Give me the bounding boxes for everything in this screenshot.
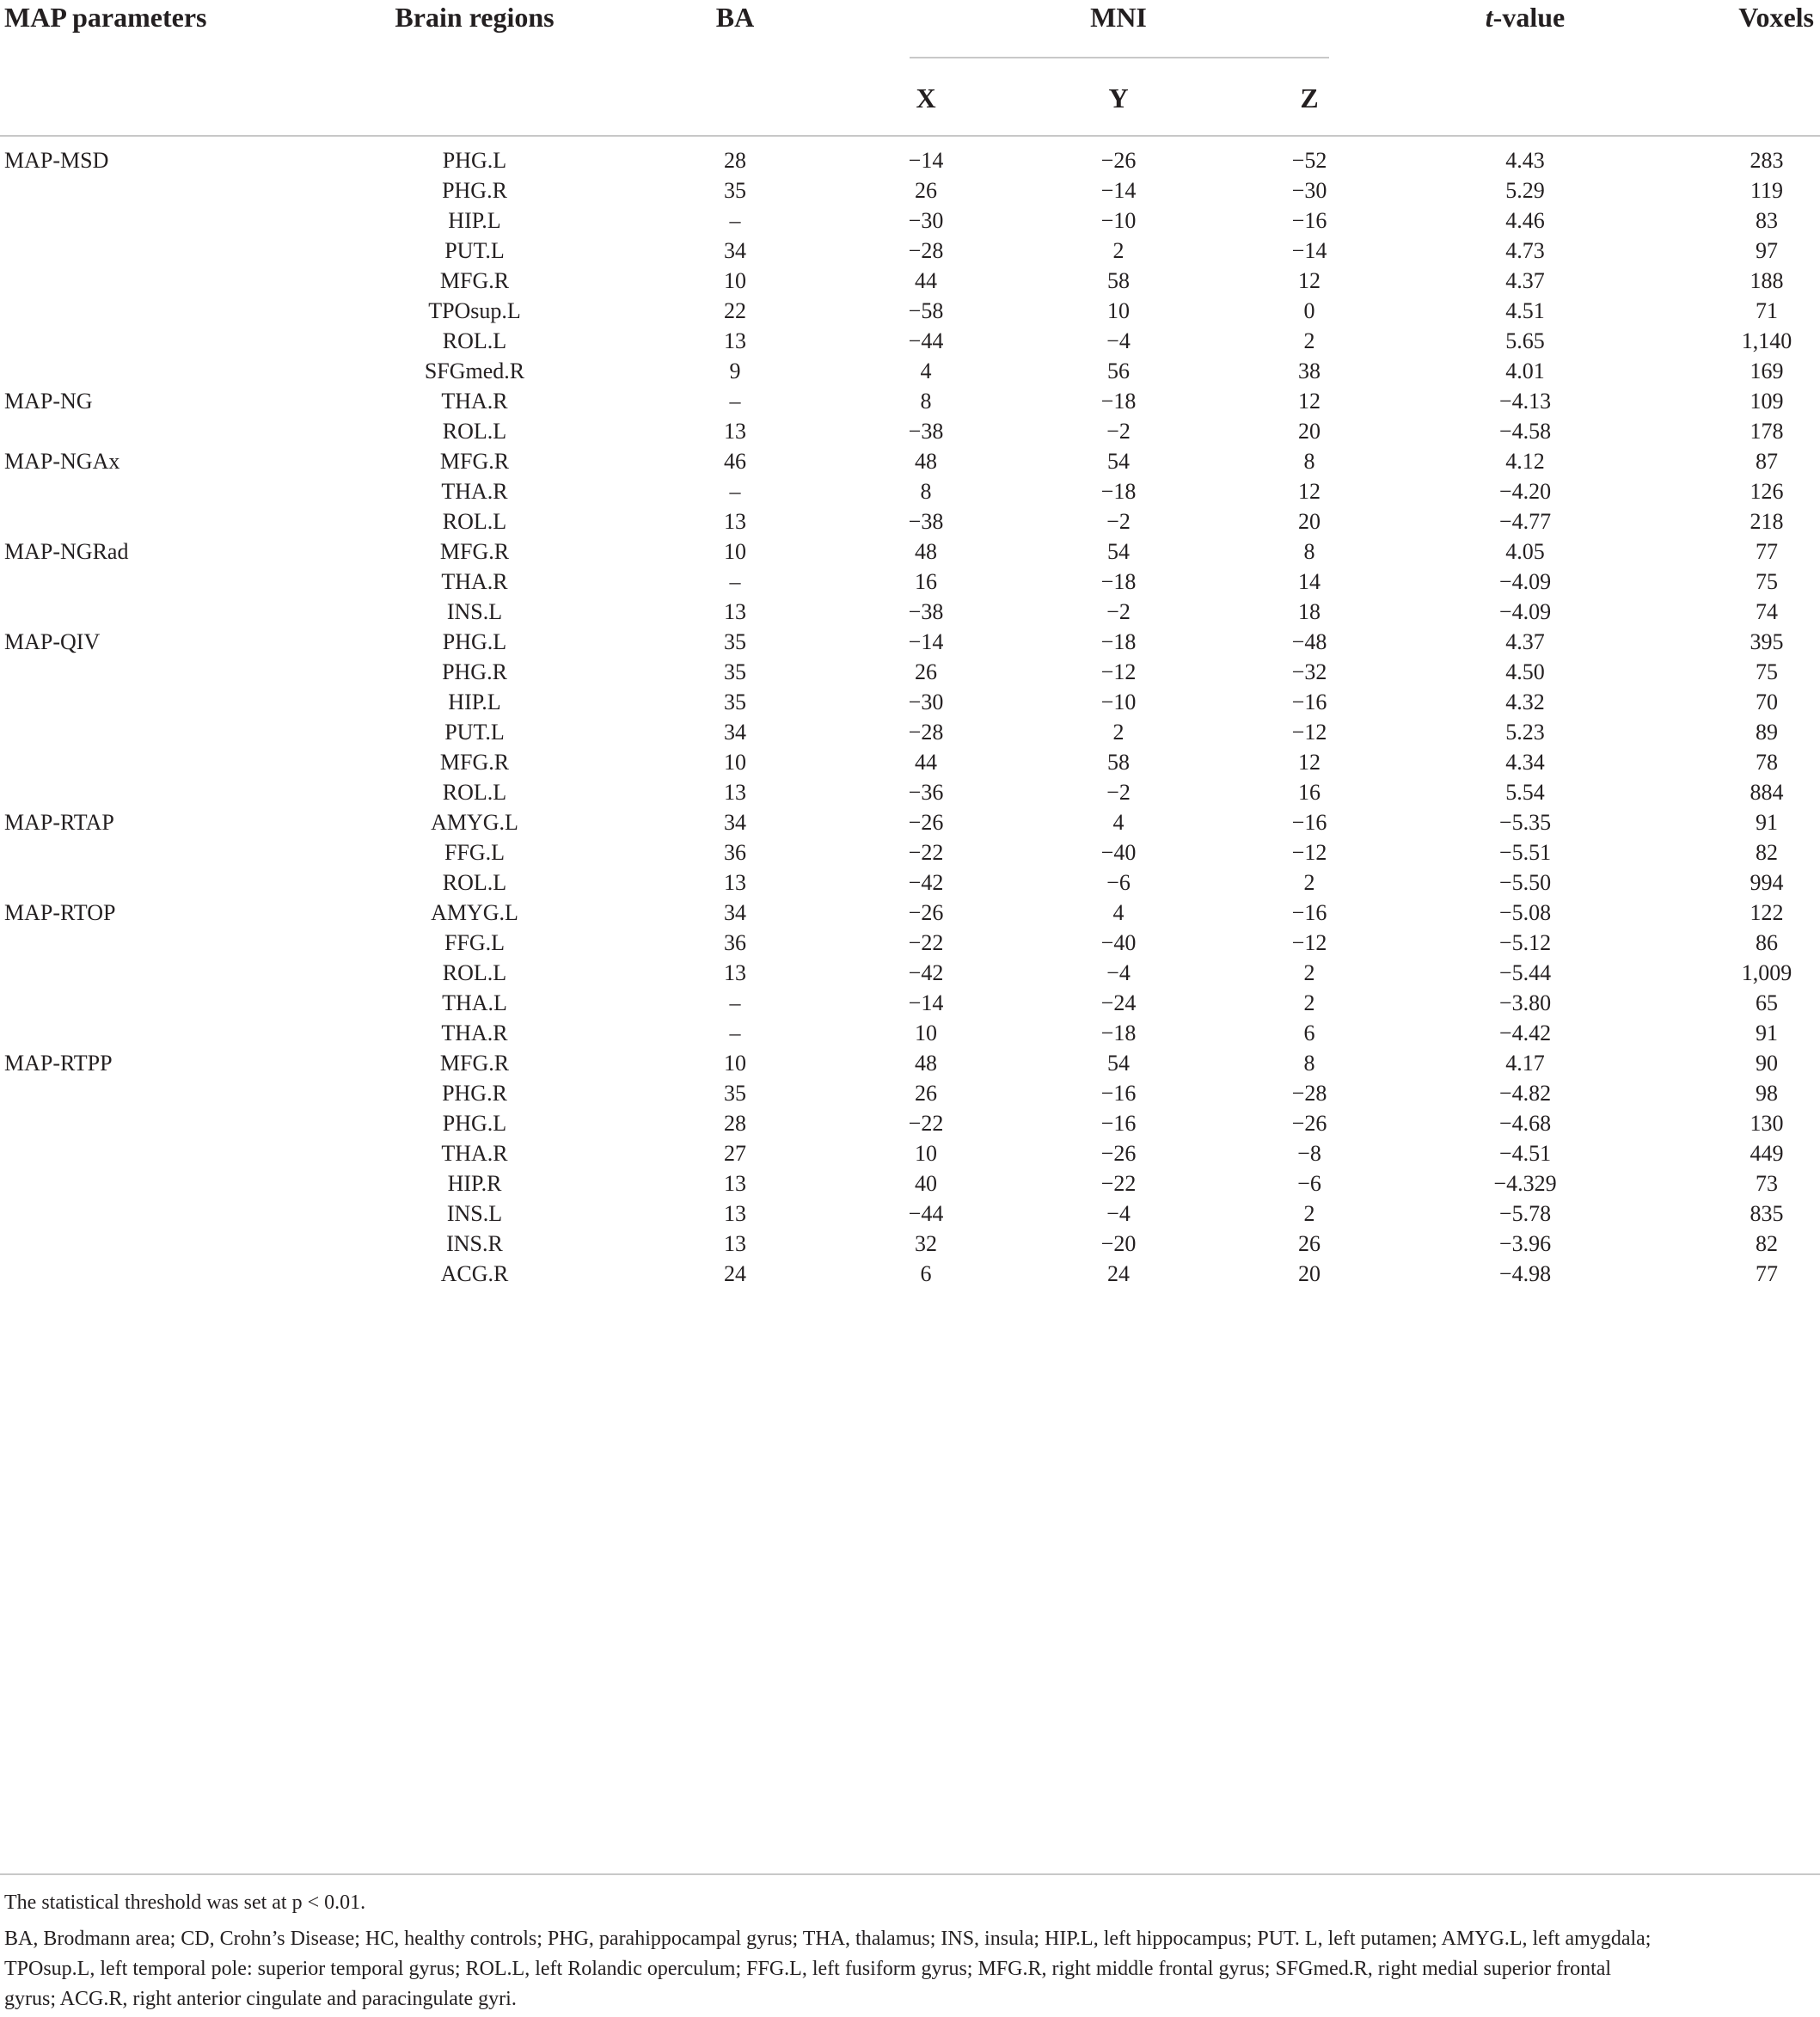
cell-mni-y: −4 xyxy=(1106,1201,1131,1226)
cell-t-value: −5.08 xyxy=(1498,900,1552,925)
cell-mni-y: −2 xyxy=(1106,780,1131,805)
cell-voxels: 97 xyxy=(1756,238,1778,263)
cell-brain-region: TPOsup.L xyxy=(428,298,521,323)
cell-mni-x: 26 xyxy=(915,1081,937,1106)
cell-mni-z: −48 xyxy=(1291,629,1327,654)
cell-t-value: 4.51 xyxy=(1505,298,1545,323)
cell-ba: 36 xyxy=(724,930,746,955)
header-brain-regions: Brain regions xyxy=(395,2,555,33)
cell-mni-x: −28 xyxy=(908,238,944,263)
cell-mni-y: −10 xyxy=(1100,208,1137,233)
cell-mni-z: 20 xyxy=(1298,509,1321,534)
cell-voxels: 83 xyxy=(1756,208,1778,233)
cell-t-value: −5.35 xyxy=(1498,810,1552,835)
cell-mni-x: −22 xyxy=(908,840,944,865)
cell-ba: 13 xyxy=(724,780,746,805)
cell-t-value: −4.09 xyxy=(1498,599,1552,624)
header-y: Y xyxy=(1108,83,1129,113)
cell-mni-x: −44 xyxy=(908,328,944,353)
header-voxels: Voxels xyxy=(1738,2,1814,33)
cell-voxels: 87 xyxy=(1756,449,1778,474)
cell-ba: 35 xyxy=(724,690,746,714)
footnote-abbrev-1: BA, Brodmann area; CD, Crohn’s Disease; HC, healthy controls; PHG, parahippocampal gyrus; THA, thalamus; INS, insula; HIP.L, left hippocampus; PUT. L, left putamen; AMYG.L, left amygdala; xyxy=(4,1928,1651,1950)
cell-mni-y: −12 xyxy=(1100,659,1137,684)
cell-mni-z: −12 xyxy=(1291,930,1327,955)
header-bottom-rule xyxy=(0,135,1820,137)
cell-voxels: 169 xyxy=(1750,359,1784,383)
cell-mni-x: 26 xyxy=(915,178,937,203)
cell-t-value: −4.82 xyxy=(1498,1081,1552,1106)
cell-mni-z: −28 xyxy=(1291,1081,1327,1106)
cell-mni-z: 12 xyxy=(1298,750,1321,775)
cell-mni-z: 26 xyxy=(1298,1231,1321,1256)
cell-brain-region: THA.R xyxy=(441,389,508,414)
cell-voxels: 77 xyxy=(1756,1261,1778,1286)
cell-mni-x: −30 xyxy=(908,690,944,714)
cell-ba: 13 xyxy=(724,599,746,624)
cell-t-value: −4.20 xyxy=(1498,479,1552,504)
cell-brain-region: THA.R xyxy=(441,569,508,594)
cell-mni-y: −18 xyxy=(1100,479,1137,504)
cell-ba: 10 xyxy=(724,539,746,564)
cell-mni-y: −16 xyxy=(1100,1081,1137,1106)
cell-voxels: 91 xyxy=(1756,810,1778,835)
cell-mni-y: 4 xyxy=(1112,900,1124,925)
cell-mni-y: −40 xyxy=(1100,930,1137,955)
cell-voxels: 98 xyxy=(1756,1081,1778,1106)
cell-mni-y: 58 xyxy=(1107,268,1130,293)
footnote-threshold: The statistical threshold was set at p < 0.01. xyxy=(4,1891,366,1914)
cell-brain-region: THA.L xyxy=(442,990,507,1015)
cell-t-value: 4.32 xyxy=(1505,690,1545,714)
cell-mni-y: −10 xyxy=(1100,690,1137,714)
cell-t-value: −4.68 xyxy=(1498,1111,1552,1136)
cell-mni-x: 44 xyxy=(915,268,937,293)
cell-ba: 28 xyxy=(724,1111,746,1136)
cell-mni-z: 12 xyxy=(1298,389,1321,414)
cell-voxels: 109 xyxy=(1750,389,1784,414)
cell-mni-z: 20 xyxy=(1298,419,1321,444)
cell-brain-region: PHG.L xyxy=(442,1111,507,1136)
cell-ba: 13 xyxy=(724,509,746,534)
cell-t-value: −4.13 xyxy=(1498,389,1552,414)
cell-mni-z: −26 xyxy=(1291,1111,1327,1136)
cell-ba: – xyxy=(729,479,741,504)
cell-mni-y: −18 xyxy=(1100,1021,1137,1045)
cell-brain-region: MFG.R xyxy=(439,268,510,293)
cell-mni-x: 48 xyxy=(915,539,937,564)
cell-mni-y: −18 xyxy=(1100,389,1137,414)
cell-mni-y: −20 xyxy=(1100,1231,1137,1256)
header-map-parameters: MAP parameters xyxy=(4,2,207,33)
cell-mni-z: 8 xyxy=(1303,449,1315,474)
cell-t-value: −3.96 xyxy=(1498,1231,1552,1256)
cell-mni-x: 48 xyxy=(915,1051,937,1076)
cell-mni-y: −6 xyxy=(1106,870,1131,895)
cell-voxels: 86 xyxy=(1756,930,1778,955)
cell-t-value: −3.80 xyxy=(1498,990,1552,1015)
header-t-rest: -value xyxy=(1492,2,1566,33)
cell-mni-z: −16 xyxy=(1291,208,1327,233)
cell-voxels: 188 xyxy=(1750,268,1784,293)
cell-mni-z: 8 xyxy=(1303,539,1315,564)
cell-brain-region: ROL.L xyxy=(442,419,507,444)
cell-mni-x: 10 xyxy=(915,1141,937,1166)
cell-ba: – xyxy=(729,1021,741,1045)
cell-mni-x: −14 xyxy=(908,629,944,654)
cell-mni-z: −16 xyxy=(1291,900,1327,925)
cell-t-value: 4.01 xyxy=(1505,359,1545,383)
cell-mni-y: 24 xyxy=(1107,1261,1130,1286)
cell-ba: 35 xyxy=(724,1081,746,1106)
cell-t-value: 4.46 xyxy=(1505,208,1545,233)
cell-voxels: 130 xyxy=(1750,1111,1784,1136)
cell-ba: 28 xyxy=(724,148,746,173)
cell-mni-x: 8 xyxy=(920,389,932,414)
cell-ba: 10 xyxy=(724,750,746,775)
cell-t-value: 4.17 xyxy=(1505,1051,1545,1076)
cell-t-value: 5.23 xyxy=(1505,720,1545,745)
cell-brain-region: PHG.L xyxy=(442,148,507,173)
cell-brain-region: PHG.R xyxy=(442,1081,507,1106)
cell-mni-z: 6 xyxy=(1303,1021,1315,1045)
cell-mni-x: −22 xyxy=(908,1111,944,1136)
cell-mni-x: −26 xyxy=(908,810,944,835)
cell-mni-x: 10 xyxy=(915,1021,937,1045)
cell-voxels: 994 xyxy=(1750,870,1784,895)
cell-voxels: 1,009 xyxy=(1741,960,1792,985)
cell-mni-y: −26 xyxy=(1100,148,1137,173)
cell-brain-region: MFG.R xyxy=(439,539,510,564)
cell-brain-region: AMYG.L xyxy=(431,810,518,835)
cell-mni-y: 58 xyxy=(1107,750,1130,775)
cell-t-value: 4.12 xyxy=(1505,449,1545,474)
cell-t-value: −4.09 xyxy=(1498,569,1552,594)
cell-mni-x: −26 xyxy=(908,900,944,925)
cell-ba: 10 xyxy=(724,268,746,293)
cell-mni-z: −14 xyxy=(1291,238,1327,263)
cell-brain-region: PUT.L xyxy=(444,720,505,745)
cell-ba: 35 xyxy=(724,178,746,203)
cell-mni-x: −14 xyxy=(908,148,944,173)
cell-mni-x: 26 xyxy=(915,659,937,684)
cell-mni-x: 4 xyxy=(920,359,932,383)
cell-t-value: −4.58 xyxy=(1498,419,1552,444)
cell-mni-z: 14 xyxy=(1298,569,1321,594)
mni-span-rule xyxy=(910,57,1329,58)
cell-mni-y: −2 xyxy=(1106,419,1131,444)
cell-ba: 13 xyxy=(724,870,746,895)
header-x: X xyxy=(916,83,936,113)
cell-voxels: 218 xyxy=(1750,509,1784,534)
cell-brain-region: PHG.L xyxy=(442,629,507,654)
cell-t-value: 4.43 xyxy=(1505,148,1545,173)
cell-mni-y: 2 xyxy=(1112,720,1124,745)
cell-brain-region: HIP.L xyxy=(448,208,501,233)
header-mni: MNI xyxy=(1090,2,1147,33)
cell-t-value: −4.77 xyxy=(1498,509,1552,534)
cell-ba: 9 xyxy=(729,359,741,383)
cell-ba: – xyxy=(729,389,741,414)
cell-voxels: 82 xyxy=(1756,840,1778,865)
cell-voxels: 70 xyxy=(1756,690,1778,714)
cell-brain-region: PHG.R xyxy=(442,659,507,684)
cell-mni-x: −38 xyxy=(908,599,944,624)
cell-mni-x: −38 xyxy=(908,509,944,534)
cell-mni-y: −16 xyxy=(1100,1111,1137,1136)
cell-brain-region: ROL.L xyxy=(442,960,507,985)
cell-voxels: 449 xyxy=(1750,1141,1784,1166)
cell-brain-region: ROL.L xyxy=(442,870,507,895)
cell-ba: 13 xyxy=(724,1171,746,1196)
cell-brain-region: AMYG.L xyxy=(431,900,518,925)
cell-mni-x: −14 xyxy=(908,990,944,1015)
map-parameter-label: MAP-NGAx xyxy=(4,449,120,474)
cell-mni-x: 48 xyxy=(915,449,937,474)
cell-mni-z: 2 xyxy=(1303,1201,1315,1226)
map-parameter-label: MAP-MSD xyxy=(4,148,109,173)
cell-brain-region: INS.L xyxy=(446,1201,503,1226)
cell-mni-x: −42 xyxy=(908,960,944,985)
cell-brain-region: HIP.L xyxy=(448,690,501,714)
cell-ba: 13 xyxy=(724,419,746,444)
cell-brain-region: ACG.R xyxy=(440,1261,509,1286)
cell-voxels: 77 xyxy=(1756,539,1778,564)
cell-mni-y: −4 xyxy=(1106,328,1131,353)
cell-brain-region: MFG.R xyxy=(439,1051,510,1076)
cell-mni-y: −40 xyxy=(1100,840,1137,865)
map-parameter-label: MAP-RTAP xyxy=(4,810,114,835)
cell-voxels: 884 xyxy=(1750,780,1784,805)
cell-brain-region: INS.R xyxy=(446,1231,503,1256)
cell-ba: 34 xyxy=(724,810,746,835)
map-parameter-label: MAP-RTPP xyxy=(4,1051,113,1076)
cell-brain-region: THA.R xyxy=(441,479,508,504)
cell-t-value: −4.98 xyxy=(1498,1261,1552,1286)
cell-mni-x: 44 xyxy=(915,750,937,775)
cell-mni-x: −28 xyxy=(908,720,944,745)
header-t-value xyxy=(1486,0,1565,34)
cell-mni-z: −12 xyxy=(1291,840,1327,865)
cell-t-value: −4.42 xyxy=(1498,1021,1552,1045)
cell-brain-region: ROL.L xyxy=(442,509,507,534)
cell-mni-z: 12 xyxy=(1298,268,1321,293)
footnote-abbrev-2: TPOsup.L, left temporal pole: superior temporal gyrus; ROL.L, left Rolandic operculum; FFG.L, left fusiform gyrus; MFG.R, right middle frontal gyrus; SFGmed.R, right medial superior frontal xyxy=(4,1958,1612,1980)
footnote-abbrev-3: gyrus; ACG.R, right anterior cingulate and paracingulate gyri. xyxy=(4,1988,517,2010)
cell-voxels: 89 xyxy=(1756,720,1778,745)
cell-mni-z: −16 xyxy=(1291,690,1327,714)
cell-mni-z: 2 xyxy=(1303,990,1315,1015)
cell-mni-y: 2 xyxy=(1112,238,1124,263)
cell-mni-y: 4 xyxy=(1112,810,1124,835)
cell-mni-y: 54 xyxy=(1107,449,1130,474)
cell-mni-z: 20 xyxy=(1298,1261,1321,1286)
cell-ba: – xyxy=(729,569,741,594)
cell-voxels: 75 xyxy=(1756,569,1778,594)
cell-mni-x: −38 xyxy=(908,419,944,444)
cell-mni-y: −14 xyxy=(1100,178,1137,203)
cell-mni-y: 56 xyxy=(1107,359,1130,383)
cell-ba: 24 xyxy=(724,1261,746,1286)
cell-mni-y: 54 xyxy=(1107,1051,1130,1076)
cell-mni-z: −16 xyxy=(1291,810,1327,835)
cell-t-value: 5.54 xyxy=(1505,780,1545,805)
cell-brain-region: THA.R xyxy=(441,1021,508,1045)
cell-mni-y: −26 xyxy=(1100,1141,1137,1166)
cell-mni-x: −30 xyxy=(908,208,944,233)
cell-ba: 13 xyxy=(724,960,746,985)
cell-mni-x: 6 xyxy=(920,1261,932,1286)
cell-t-value: 4.05 xyxy=(1505,539,1545,564)
cell-ba: 34 xyxy=(724,238,746,263)
cell-mni-y: −2 xyxy=(1106,509,1131,534)
cell-mni-x: −58 xyxy=(908,298,944,323)
cell-mni-y: 10 xyxy=(1107,298,1130,323)
cell-mni-y: −18 xyxy=(1100,569,1137,594)
cell-mni-z: 38 xyxy=(1298,359,1321,383)
cell-brain-region: MFG.R xyxy=(439,750,510,775)
cell-ba: 34 xyxy=(724,720,746,745)
cell-mni-z: 2 xyxy=(1303,870,1315,895)
cell-brain-region: ROL.L xyxy=(442,780,507,805)
cell-t-value: 5.29 xyxy=(1505,178,1545,203)
cell-t-value: 4.50 xyxy=(1505,659,1545,684)
cell-voxels: 126 xyxy=(1750,479,1784,504)
cell-voxels: 119 xyxy=(1750,178,1784,203)
cell-t-value: −5.50 xyxy=(1498,870,1552,895)
cell-mni-y: −24 xyxy=(1100,990,1137,1015)
cell-voxels: 65 xyxy=(1756,990,1778,1015)
cell-mni-y: −18 xyxy=(1100,629,1137,654)
cell-mni-z: −12 xyxy=(1291,720,1327,745)
header-t-italic: t xyxy=(1485,2,1493,33)
cell-voxels: 178 xyxy=(1750,419,1784,444)
cell-mni-z: −30 xyxy=(1291,178,1327,203)
header-z: Z xyxy=(1300,83,1319,113)
cell-ba: – xyxy=(729,990,741,1015)
header-ba: BA xyxy=(715,2,755,33)
cell-mni-y: 54 xyxy=(1107,539,1130,564)
cell-t-value: −5.12 xyxy=(1498,930,1552,955)
cell-mni-z: −52 xyxy=(1291,148,1327,173)
cell-voxels: 71 xyxy=(1756,298,1778,323)
cell-t-value: −5.44 xyxy=(1498,960,1552,985)
cell-ba: 10 xyxy=(724,1051,746,1076)
cell-t-value: −4.329 xyxy=(1493,1171,1557,1196)
cell-t-value: 4.73 xyxy=(1505,238,1545,263)
cell-t-value: 5.65 xyxy=(1505,328,1545,353)
cell-brain-region: INS.L xyxy=(446,599,503,624)
cell-voxels: 82 xyxy=(1756,1231,1778,1256)
cell-voxels: 1,140 xyxy=(1741,328,1792,353)
cell-mni-z: −32 xyxy=(1291,659,1327,684)
cell-brain-region: SFGmed.R xyxy=(424,359,525,383)
cell-mni-z: 2 xyxy=(1303,960,1315,985)
cell-t-value: 4.37 xyxy=(1505,629,1545,654)
cell-mni-x: −36 xyxy=(908,780,944,805)
cell-mni-x: −42 xyxy=(908,870,944,895)
cell-ba: 13 xyxy=(724,1201,746,1226)
cell-ba: 27 xyxy=(724,1141,746,1166)
cell-mni-x: −22 xyxy=(908,930,944,955)
cell-mni-z: 16 xyxy=(1298,780,1321,805)
cell-mni-z: 0 xyxy=(1303,298,1315,323)
map-parameter-label: MAP-QIV xyxy=(4,629,101,654)
cell-voxels: 73 xyxy=(1756,1171,1778,1196)
cell-voxels: 75 xyxy=(1756,659,1778,684)
cell-t-value: 4.34 xyxy=(1505,750,1545,775)
cell-t-value: −5.78 xyxy=(1498,1201,1552,1226)
cell-ba: – xyxy=(729,208,741,233)
table-bottom-rule xyxy=(0,1873,1820,1875)
cell-ba: 46 xyxy=(724,449,746,474)
cell-ba: 22 xyxy=(724,298,746,323)
cell-voxels: 90 xyxy=(1756,1051,1778,1076)
cell-mni-y: −4 xyxy=(1106,960,1131,985)
map-parameter-label: MAP-NG xyxy=(4,389,93,414)
cell-mni-y: −2 xyxy=(1106,599,1131,624)
cell-mni-z: −6 xyxy=(1297,1171,1321,1196)
cell-brain-region: PHG.R xyxy=(442,178,507,203)
cell-brain-region: FFG.L xyxy=(444,930,506,955)
cell-brain-region: ROL.L xyxy=(442,328,507,353)
cell-mni-z: 2 xyxy=(1303,328,1315,353)
cell-mni-x: 8 xyxy=(920,479,932,504)
cell-voxels: 122 xyxy=(1750,900,1784,925)
cell-brain-region: HIP.R xyxy=(447,1171,502,1196)
cell-mni-x: 16 xyxy=(915,569,937,594)
cell-t-value: −4.51 xyxy=(1498,1141,1552,1166)
cell-mni-z: −8 xyxy=(1297,1141,1321,1166)
cell-ba: 35 xyxy=(724,659,746,684)
cell-voxels: 395 xyxy=(1750,629,1784,654)
cell-mni-z: 12 xyxy=(1298,479,1321,504)
cell-ba: 36 xyxy=(724,840,746,865)
cell-t-value: −5.51 xyxy=(1498,840,1552,865)
cell-voxels: 283 xyxy=(1750,148,1784,173)
cell-brain-region: FFG.L xyxy=(444,840,506,865)
cell-voxels: 74 xyxy=(1756,599,1778,624)
cell-brain-region: PUT.L xyxy=(444,238,505,263)
cell-ba: 34 xyxy=(724,900,746,925)
cell-mni-x: 40 xyxy=(915,1171,937,1196)
cell-ba: 35 xyxy=(724,629,746,654)
cell-t-value: 4.37 xyxy=(1505,268,1545,293)
cell-mni-z: 18 xyxy=(1298,599,1321,624)
map-parameter-label: MAP-NGRad xyxy=(4,539,129,564)
cell-voxels: 91 xyxy=(1756,1021,1778,1045)
cell-brain-region: MFG.R xyxy=(439,449,510,474)
cell-brain-region: THA.R xyxy=(441,1141,508,1166)
cell-mni-y: −22 xyxy=(1100,1171,1137,1196)
map-parameter-label: MAP-RTOP xyxy=(4,900,116,925)
cell-mni-z: 8 xyxy=(1303,1051,1315,1076)
cell-mni-x: −44 xyxy=(908,1201,944,1226)
cell-voxels: 78 xyxy=(1756,750,1778,775)
cell-ba: 13 xyxy=(724,1231,746,1256)
cell-voxels: 835 xyxy=(1750,1201,1784,1226)
cell-ba: 13 xyxy=(724,328,746,353)
cell-mni-x: 32 xyxy=(915,1231,937,1256)
